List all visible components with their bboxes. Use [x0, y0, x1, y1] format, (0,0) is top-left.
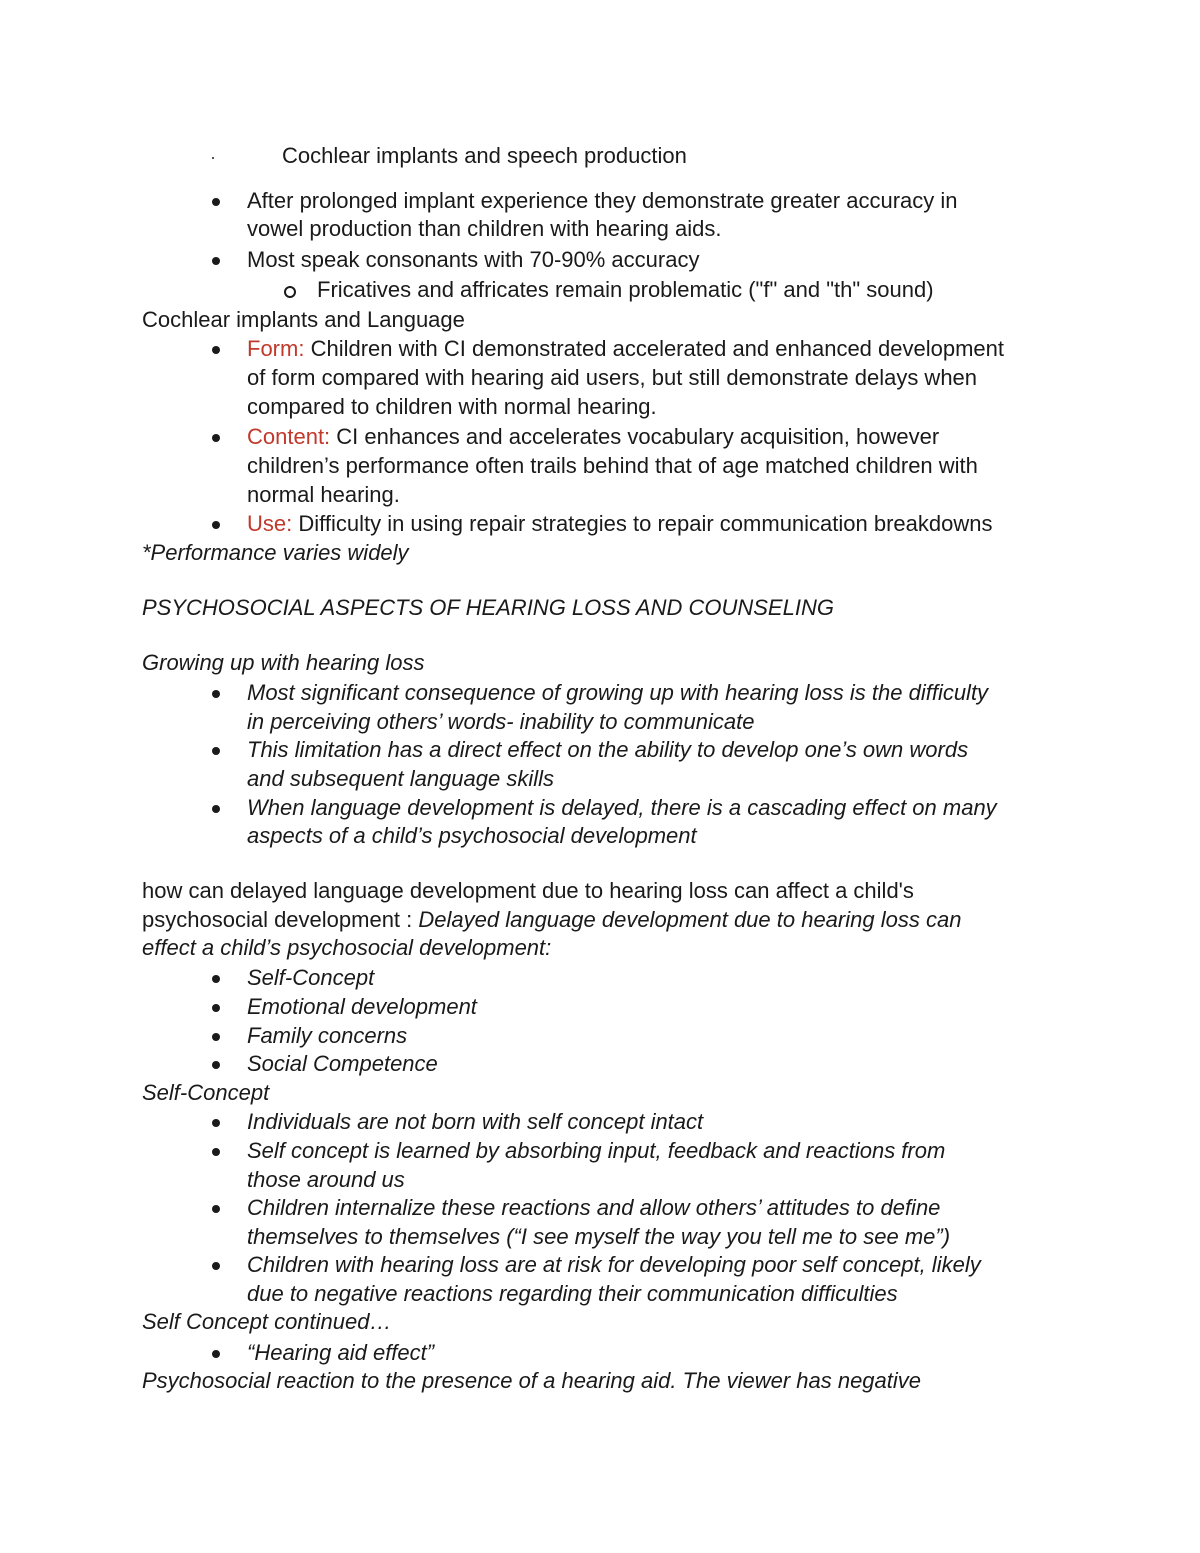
question-text	[142, 906, 961, 934]
list-item-text: children’s performance often trails behind that of age matched children with	[247, 453, 978, 478]
question-plain: psychosocial development :	[142, 907, 419, 932]
section-heading-self-concept: Self-Concept	[142, 1080, 270, 1105]
form-label: Form:	[247, 336, 305, 361]
bullet-marker	[212, 157, 214, 159]
list-item-text	[247, 335, 1004, 363]
section-title-psychosocial: PSYCHOSOCIAL ASPECTS OF HEARING LOSS AND COUNSELING	[142, 595, 834, 620]
list-item-text: themselves to themselves (“I see myself the way you tell me to see me”)	[247, 1224, 951, 1249]
bullet-icon	[212, 747, 220, 755]
use-text: Difficulty in using repair strategies to repair communication breakdowns	[292, 511, 993, 536]
bullet-icon	[212, 1350, 220, 1358]
bullet-icon	[212, 1119, 220, 1127]
bullet-icon	[212, 690, 220, 698]
section-heading-language: Cochlear implants and Language	[142, 307, 465, 332]
bullet-icon	[212, 346, 220, 354]
bullet-icon	[212, 805, 220, 813]
list-item-text: and subsequent language skills	[247, 766, 555, 791]
list-item-text: “Hearing aid effect”	[247, 1340, 435, 1365]
list-item-text: Social Competence	[247, 1051, 438, 1076]
bullet-icon	[212, 1262, 220, 1270]
list-item-text: Most speak consonants with 70-90% accuracy	[247, 247, 700, 272]
bullet-icon	[212, 257, 220, 265]
bullet-icon	[212, 198, 220, 206]
list-item-text: Emotional development	[247, 994, 477, 1019]
list-item-text: Self-Concept	[247, 965, 375, 990]
list-item-text: due to negative reactions regarding their communication difficulties	[247, 1281, 898, 1306]
list-item-text: Children internalize these reactions and allow others’ attitudes to define	[247, 1195, 941, 1220]
list-item-text: Individuals are not born with self concept intact	[247, 1109, 704, 1134]
bullet-icon	[212, 434, 220, 442]
subheading-growing-up: Growing up with hearing loss	[142, 650, 425, 675]
list-item-text: This limitation has a direct effect on the ability to develop one’s own words	[247, 737, 969, 762]
bullet-icon	[212, 1004, 220, 1012]
list-item-text: Family concerns	[247, 1023, 408, 1048]
paragraph-text: Psychosocial reaction to the presence of a hearing aid. The viewer has negative	[142, 1368, 922, 1393]
use-label: Use:	[247, 511, 293, 536]
list-item-text	[247, 510, 993, 538]
note-text: *Performance varies widely	[142, 540, 409, 565]
bullet-icon	[212, 521, 220, 529]
list-item-text: When language development is delayed, there is a cascading effect on many	[247, 795, 997, 820]
bullet-icon	[212, 975, 220, 983]
content-label: Content:	[247, 424, 331, 449]
bullet-icon	[212, 1033, 220, 1041]
list-item-text: After prolonged implant experience they demonstrate greater accuracy in	[247, 188, 958, 213]
list-item-text: in perceiving others’ words- inability to communicate	[247, 709, 755, 734]
list-item-text: normal hearing.	[247, 482, 400, 507]
bullet-icon	[212, 1148, 220, 1156]
list-item-text: those around us	[247, 1167, 405, 1192]
question-text: how can delayed language development due to hearing loss can affect a child's	[142, 878, 914, 903]
list-item-text: compared to children with normal hearing.	[247, 394, 657, 419]
question-text: effect a child’s psychosocial development:	[142, 935, 552, 960]
bullet-icon	[212, 1061, 220, 1069]
bullet-icon	[212, 1205, 220, 1213]
list-item-text: Self concept is learned by absorbing input, feedback and reactions from	[247, 1138, 946, 1163]
section-heading-self-concept-continued: Self Concept continued…	[142, 1309, 392, 1334]
list-item-text: Most significant consequence of growing up with hearing loss is the difficulty	[247, 680, 989, 705]
list-item-text: Children with hearing loss are at risk for developing poor self concept, likely	[247, 1252, 981, 1277]
list-item-text: aspects of a child’s psychosocial development	[247, 823, 697, 848]
list-item-text	[247, 423, 939, 451]
question-italic: Delayed language development due to hearing loss can	[418, 907, 962, 932]
hollow-bullet-icon	[284, 286, 296, 298]
sub-list-item-text: Fricatives and affricates remain problematic ("f" and "th" sound)	[317, 277, 934, 302]
list-item-text: of form compared with hearing aid users, but still demonstrate delays when	[247, 365, 978, 390]
form-text: Children with CI demonstrated accelerated and enhanced development	[304, 336, 1004, 361]
list-item-text: vowel production than children with hearing aids.	[247, 216, 722, 241]
section-heading-speech-production: Cochlear implants and speech production	[282, 143, 687, 168]
content-text: CI enhances and accelerates vocabulary acquisition, however	[330, 424, 940, 449]
